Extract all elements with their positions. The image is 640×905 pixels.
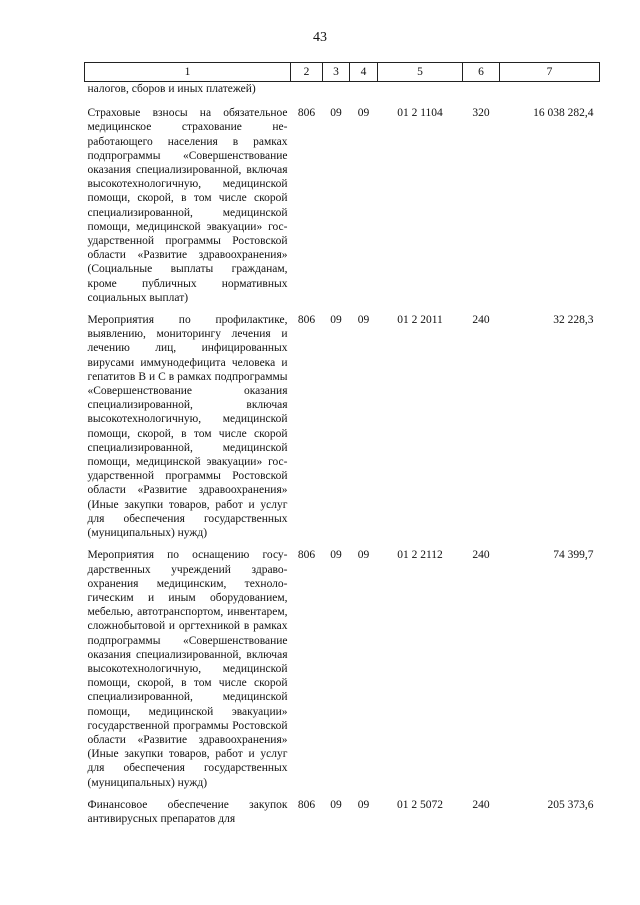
row-description: Страховые взносы на обязательное медицинское страхование неработающего населения в рамках подпрограммы «Совершенствование оказания специализированной, включая высокотехнологичную, медицинской помощи, скорой, в том числе скорой специализированной, медицинской помощи, медицинской эвакуации» государственной программы Ростовской области «Развитие здравоохранения» (Социальные выплаты гражданам, кроме публичных нормативных социальных выплат): [87, 107, 288, 304]
row-subsection-code: 09: [357, 549, 370, 562]
row-target-article: 01 2 1104: [397, 107, 443, 120]
table-row: [85, 546, 600, 795]
row-target-article: 01 2 5072: [397, 798, 443, 811]
column-header-1: 1: [85, 63, 291, 82]
column-header-2: 2: [291, 63, 323, 82]
row-amount: 74 399,7: [553, 549, 594, 562]
row-expense-type: 320: [472, 107, 490, 120]
column-header-3: 3: [323, 63, 350, 82]
column-header-5: 5: [378, 63, 463, 82]
row-section-code: 09: [330, 107, 342, 120]
row-ministry-code: 806: [297, 798, 316, 811]
row-ministry-code: 806: [297, 314, 316, 327]
row-description: Финансовое обеспечение закупок антивирусных препаратов для: [87, 798, 288, 825]
row-expense-type: 240: [472, 549, 490, 562]
row-expense-type: 240: [472, 314, 490, 327]
row-target-article: 01 2 2112: [397, 549, 443, 562]
row-subsection-code: 09: [357, 798, 370, 811]
row-section-code: 09: [330, 798, 342, 811]
row-amount: 32 228,3: [553, 314, 594, 327]
row-amount: 205 373,6: [547, 798, 594, 811]
row-subsection-code: 09: [357, 314, 370, 327]
table-row: [85, 796, 600, 832]
column-header-7: 7: [500, 63, 600, 82]
table-row: [85, 311, 600, 546]
table-row: [85, 104, 600, 311]
continuation-text: налогов, сборов и иных платежей): [87, 83, 256, 95]
row-description: Мероприятия по профилактике, выявлению, мониторингу лечения и лечению лиц, инфицированных вирусами иммунодефицита человека и гепатитов В и С в рамках подпрограммы «Совершенствование оказания специализированной, включая высокотехнологичную, медицинской помощи, скорой, в том числе скорой специализированной, медицинской помощи, медицинской эвакуации» государственной программы Ростовской области «Развитие здравоохранения» (Иные закупки товаров, работ и услуг для обеспечения государственных (муниципальных) нужд): [87, 314, 288, 540]
row-ministry-code: 806: [297, 107, 316, 120]
column-header-4: 4: [350, 63, 378, 82]
row-ministry-code: 806: [297, 549, 316, 562]
continuation-row: [85, 82, 600, 105]
table-header-row: [85, 63, 600, 82]
row-section-code: 09: [330, 314, 342, 327]
row-amount: 16 038 282,4: [533, 107, 594, 120]
budget-table: [84, 62, 600, 832]
page-number: 43: [313, 30, 327, 45]
row-description: Мероприятия по оснащению государственных учреждений здравоохранения медицинским, технологическим и иным оборудованием, мебелью, автотранспортом, инвентарем, сложнобытовой и оргтехникой в рамках подпрограммы «Совершенствование оказания специализированной, включая высокотехнологичную, медицинской помощи, скорой, в том числе скорой специализированной, медицинской помощи, медицинской эвакуации» государственной программы Ростовской области «Развитие здравоохранения» (Иные закупки товаров, работ и услуг для обеспечения государственных (муниципальных) нужд): [87, 549, 288, 789]
row-subsection-code: 09: [357, 107, 370, 120]
row-target-article: 01 2 2011: [397, 314, 443, 327]
row-expense-type: 240: [472, 798, 490, 811]
column-header-6: 6: [463, 63, 500, 82]
row-section-code: 09: [330, 549, 342, 562]
